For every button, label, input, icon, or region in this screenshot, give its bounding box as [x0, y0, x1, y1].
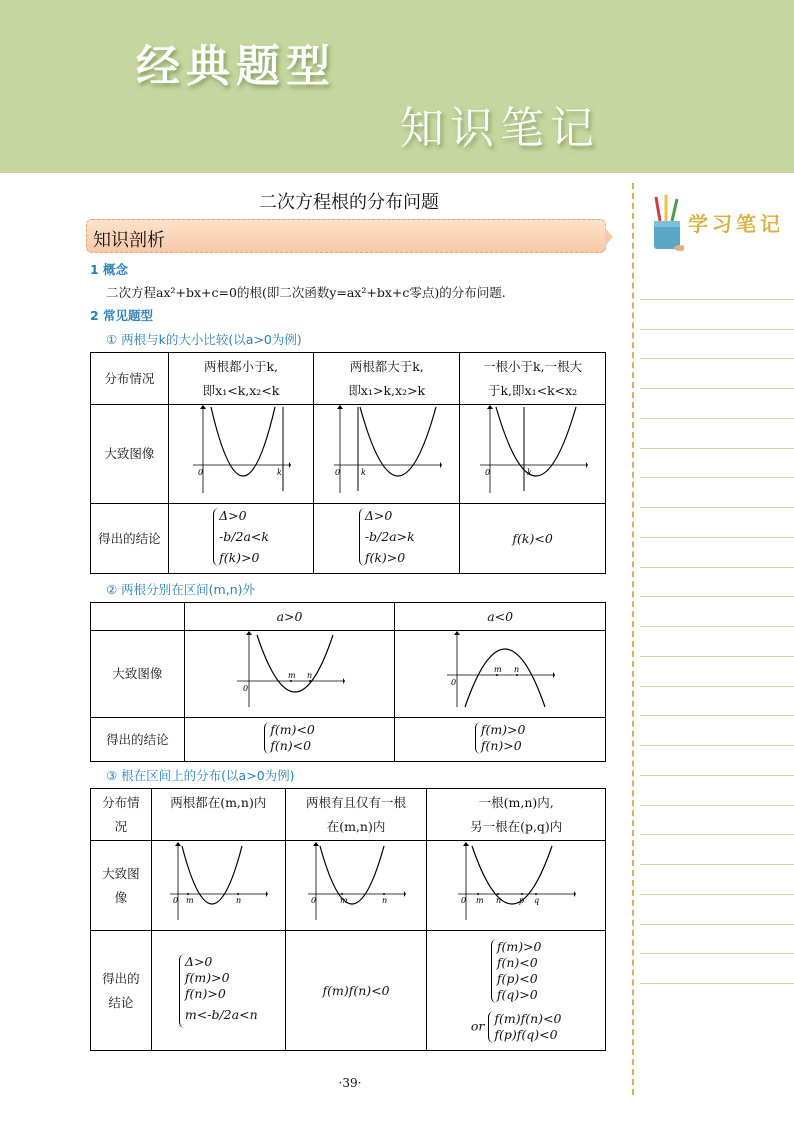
svg-text:n: n [496, 895, 502, 905]
row-label: 分布情况 [102, 794, 140, 834]
svg-text:0: 0 [451, 678, 457, 687]
svg-text:p: p [519, 895, 525, 905]
page-number: ·39· [338, 1076, 362, 1090]
row-label: 分布情况 [91, 353, 169, 405]
parabola-graph-5 [306, 842, 406, 922]
note-lines [640, 270, 794, 984]
origin-label: 0 [334, 468, 340, 477]
svg-text:n: n [306, 671, 312, 680]
pencil-cup-icon [650, 193, 684, 253]
heading-types: 2 常见题型 [90, 308, 154, 323]
row-label: 大致图像 [102, 865, 140, 905]
origin-label: 0 [484, 468, 490, 477]
cell-text: 一根(m,n)内, [478, 794, 554, 810]
cell-text: 即x₁<k,x₂<k [202, 382, 280, 398]
svg-text:0: 0 [173, 895, 179, 905]
sidebar-divider [632, 183, 634, 1095]
svg-text:q: q [534, 895, 540, 905]
condition-system: Δ>0 f(m)>0 f(n)>0 m<-b/2a<n [179, 954, 258, 1028]
table-in-interval [90, 788, 606, 1051]
svg-text:0: 0 [242, 684, 248, 693]
svg-text:0: 0 [461, 895, 467, 905]
table-outside-interval [90, 602, 606, 762]
k-label: k [277, 468, 282, 477]
svg-text:m: m [476, 895, 484, 905]
concept-text: 二次方程ax²+bx+c=0的根(即二次函数y=ax²+bx+c零点)的分布问题. [106, 285, 506, 300]
row-label: 大致图像 [91, 631, 185, 718]
col-head: a>0 [184, 603, 395, 631]
cell-text: 两根都大于k, [349, 358, 424, 374]
svg-text:0: 0 [311, 895, 317, 905]
svg-text:m: m [287, 671, 296, 680]
svg-text:m: m [494, 665, 502, 674]
table-compare-k [90, 352, 606, 574]
cell-text: 一根小于k,一根大 [483, 358, 583, 374]
parabola-graph-2 [332, 405, 442, 495]
condition-system: f(m)<0 f(n)<0 [264, 722, 315, 754]
banner-title-line1: 经典题型 [136, 41, 336, 92]
condition-system: f(m)>0 f(n)>0 [475, 722, 526, 754]
condition-system: f(m)>0 f(n)<0 f(p)<0 f(q)>0 [491, 939, 542, 1003]
cell-text: 两根有且仅有一根 [306, 794, 407, 810]
section-heading-bar [86, 219, 606, 253]
cell-text: 另一根在(p,q)内 [470, 818, 563, 834]
parabola-graph-4 [168, 842, 268, 922]
parabola-graph-down [445, 631, 555, 709]
origin-label: 0 [198, 468, 204, 477]
row-label: 大致图像 [91, 405, 169, 504]
or-condition: or f(m)f(n)<0 f(p)f(q)<0 [470, 1010, 562, 1042]
svg-text:n: n [236, 895, 242, 905]
row-label: 得出的结论 [91, 718, 185, 762]
subheading-3: ③ 根在区间上的分布(以a>0为例) [106, 768, 295, 783]
condition: f(k)<0 [460, 504, 606, 574]
heading-concept: 1 概念 [90, 262, 129, 277]
cell-text: 即x₁>k,x₂>k [348, 382, 426, 398]
section-heading: 知识剖析 [93, 230, 165, 251]
cell-text: 在(m,n)内 [326, 818, 386, 834]
condition-system: Δ>0 -b/2a>k f(k)>0 [359, 508, 415, 566]
parabola-graph-6 [456, 842, 576, 922]
parabola-graph-3 [478, 405, 588, 495]
svg-text:m: m [340, 895, 348, 905]
sidebar-label: 学习笔记 [688, 212, 784, 236]
svg-text:n: n [382, 895, 388, 905]
row-label: 得出的结论 [98, 530, 161, 546]
subheading-1: ① 两根与k的大小比较(以a>0为例) [106, 332, 302, 347]
banner-title-line2: 知识笔记 [400, 103, 600, 154]
condition-system: Δ>0 -b/2a<k f(k)>0 [213, 508, 269, 566]
svg-text:n: n [514, 665, 520, 674]
parabola-graph-1 [191, 405, 291, 495]
col-head: a<0 [395, 603, 606, 631]
condition: f(m)f(n)<0 [285, 931, 427, 1051]
header-banner [0, 0, 794, 173]
document-title: 二次方程根的分布问题 [259, 192, 439, 213]
k-label: k [360, 468, 366, 477]
cell-text: 两根都在(m,n)内 [170, 795, 267, 810]
row-label: 得出的结论 [102, 970, 140, 1010]
subheading-2: ② 两根分别在区间(m,n)外 [106, 582, 256, 597]
k-label: k [526, 468, 532, 477]
svg-text:m: m [186, 895, 194, 905]
parabola-graph-up [235, 631, 345, 709]
cell-text: 两根都小于k, [203, 358, 279, 374]
cell-text: 于k,即x₁<k<x₂ [487, 382, 578, 398]
